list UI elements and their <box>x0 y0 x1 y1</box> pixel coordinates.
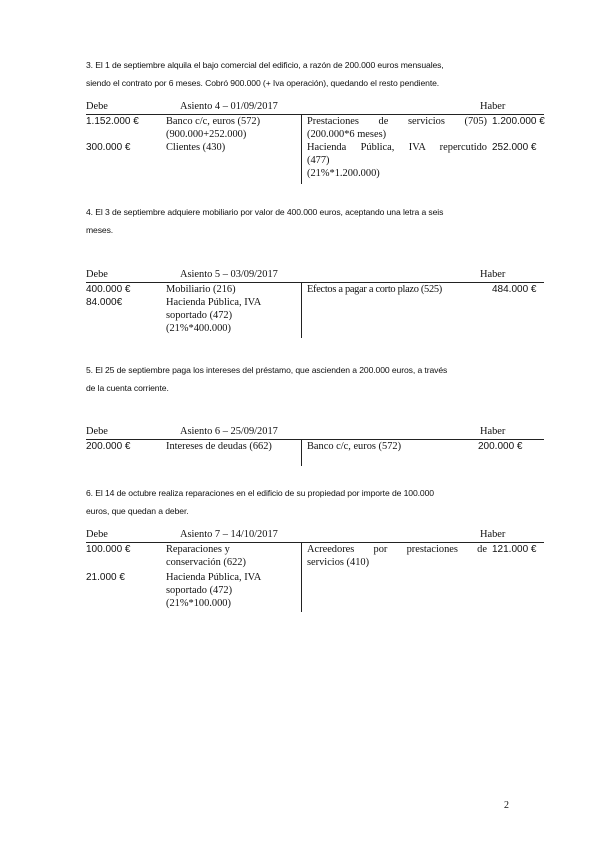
debit-amount: 400.000 € <box>86 284 131 295</box>
entry-body <box>86 440 544 466</box>
statement-5 <box>86 361 526 397</box>
credit-account: Efectos a pagar a corto plazo (525) <box>307 284 442 295</box>
column-divider <box>301 440 302 466</box>
column-divider <box>301 115 302 184</box>
statement-line: 5. El 25 de septiembre paga los intereses del préstamo, que ascienden a 200.000 euros, a través <box>86 365 448 375</box>
credit-account: Banco c/c, euros (572) <box>307 441 402 452</box>
account-note: (21%*400.000) <box>166 323 231 334</box>
credit-amount: 484.000 € <box>492 284 537 295</box>
credit-amount: 200.000 € <box>478 441 523 452</box>
journal-entry-4 <box>86 100 544 184</box>
haber-label: Haber <box>480 101 506 112</box>
entry-header <box>86 100 544 115</box>
account-code: servicios (410) <box>307 557 370 568</box>
account-note: (200.000*6 meses) <box>307 129 387 140</box>
debit-account <box>166 543 296 569</box>
entry-title: Asiento 7 – 14/10/2017 <box>180 529 278 540</box>
credit-account <box>307 115 487 141</box>
account-name: Acreedores por prestaciones de <box>307 544 487 555</box>
statement-3 <box>86 56 526 92</box>
credit-amount: 1.200.000 € <box>492 116 545 127</box>
entry-body <box>86 115 544 184</box>
debit-account: Mobiliario (216) <box>166 284 236 295</box>
statement-line: 3. El 1 de septiembre alquila el bajo comercial del edificio, a razón de 200.000 euros mensuales, <box>86 60 444 70</box>
account-note: (900.000+252.000) <box>166 129 247 140</box>
debit-account <box>166 571 296 610</box>
entry-header <box>86 528 544 543</box>
account-code: soportado (472) <box>166 310 233 321</box>
column-divider <box>301 283 302 338</box>
debit-account: Clientes (430) <box>166 142 226 153</box>
entry-body <box>86 283 544 338</box>
debit-account <box>166 115 296 141</box>
column-divider <box>301 543 302 612</box>
account-name: Reparaciones y <box>166 544 230 555</box>
debit-account <box>166 296 296 335</box>
account-code: conservación (622) <box>166 557 246 568</box>
debe-label: Debe <box>86 529 108 540</box>
debit-amount: 1.152.000 € <box>86 116 139 127</box>
journal-entry-7 <box>86 528 544 612</box>
debit-amount: 21.000 € <box>86 572 125 583</box>
debe-label: Debe <box>86 269 108 280</box>
account-code: (477) <box>307 155 330 166</box>
debe-label: Debe <box>86 426 108 437</box>
statement-line: de la cuenta corriente. <box>86 383 169 393</box>
statement-line: meses. <box>86 225 114 235</box>
entry-title: Asiento 4 – 01/09/2017 <box>180 101 278 112</box>
account-name: Prestaciones de servicios (705) <box>307 116 487 127</box>
page-number: 2 <box>504 800 509 811</box>
statement-line: 6. El 14 de octubre realiza reparaciones en el edificio de su propiedad por importe de 100.000 <box>86 488 434 498</box>
debit-account: Intereses de deudas (662) <box>166 441 272 452</box>
account-name: Hacienda Pública, IVA <box>166 297 262 308</box>
credit-amount: 252.000 € <box>492 142 537 153</box>
credit-amount: 121.000 € <box>492 544 537 555</box>
statement-line: 4. El 3 de septiembre adquiere mobiliario por valor de 400.000 euros, aceptando una letra a seis <box>86 207 444 217</box>
credit-account <box>307 141 487 180</box>
entry-header <box>86 268 544 283</box>
statement-line: euros, que quedan a deber. <box>86 506 189 516</box>
haber-label: Haber <box>480 529 506 540</box>
account-code: soportado (472) <box>166 585 233 596</box>
statement-line: siendo el contrato por 6 meses. Cobró 900.000 (+ Iva operación), quedando el resto pendiente. <box>86 78 440 88</box>
haber-label: Haber <box>480 269 506 280</box>
account-name: Banco c/c, euros (572) <box>166 116 261 127</box>
debit-amount: 84.000€ <box>86 297 123 308</box>
account-note: (21%*100.000) <box>166 598 231 609</box>
entry-header <box>86 425 544 440</box>
account-name: Hacienda Pública, IVA repercutido <box>307 142 487 153</box>
debit-amount: 100.000 € <box>86 544 131 555</box>
entry-title: Asiento 6 – 25/09/2017 <box>180 426 278 437</box>
credit-account <box>307 543 487 569</box>
entry-title: Asiento 5 – 03/09/2017 <box>180 269 278 280</box>
debit-amount: 200.000 € <box>86 441 131 452</box>
debe-label: Debe <box>86 101 108 112</box>
entry-body <box>86 543 544 612</box>
statement-4 <box>86 203 526 239</box>
journal-entry-5 <box>86 268 544 338</box>
account-name: Hacienda Pública, IVA <box>166 572 262 583</box>
journal-entry-6 <box>86 425 544 466</box>
statement-6 <box>86 484 526 520</box>
haber-label: Haber <box>480 426 506 437</box>
debit-amount: 300.000 € <box>86 142 131 153</box>
account-note: (21%*1.200.000) <box>307 168 380 179</box>
